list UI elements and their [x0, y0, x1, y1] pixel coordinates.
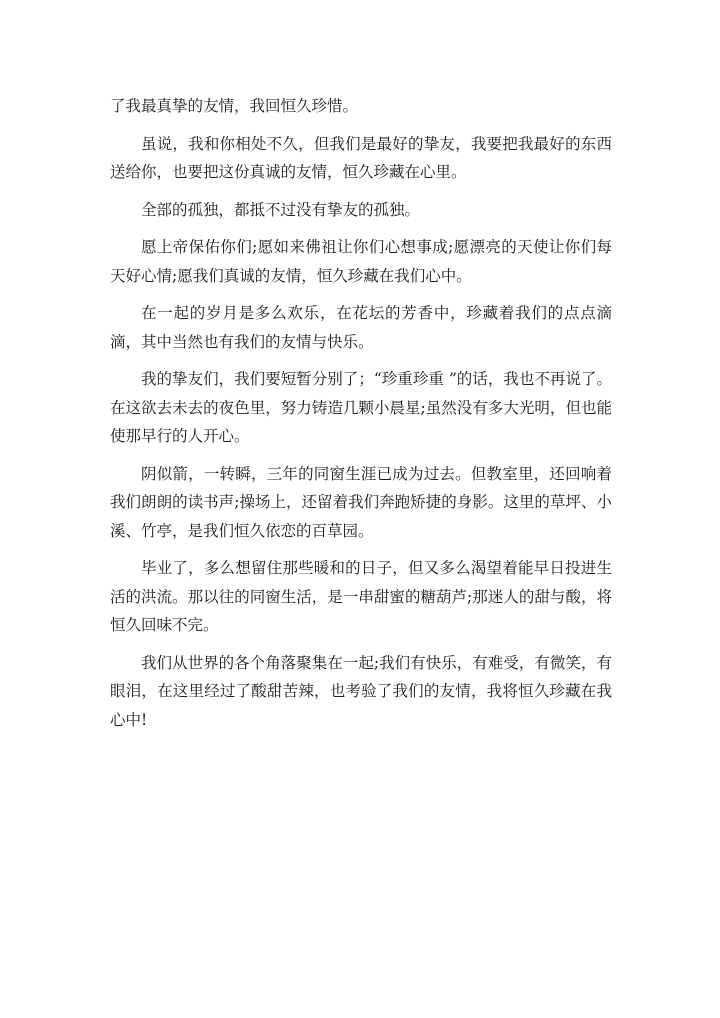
paragraph-2: 虽说，我和你相处不久，但我们是最好的挚友，我要把我最好的东西送给你，也要把这份真诚的友情，恒久珍藏在心里。	[110, 134, 612, 181]
paragraph-7: 阴似箭，一转瞬，三年的同窗生涯已成为过去。但教室里，还回响着我们朗朗的读书声;操场上，还留着我们奔跑矫捷的身影。这里的草坪、小溪、竹亭，是我们恒久依恋的百草园。	[110, 464, 612, 540]
paragraph-6: 我的挚友们，我们要短暂分别了；“珍重珍重 ”的话，我也不再说了。在这欲去未去的夜色里，努力铸造几颗小晨星;虽然没有多大光明，但也能使那早行的人开心。	[110, 370, 612, 445]
paragraph-5: 在一起的岁月是多么欢乐，在花坛的芳香中，珍藏着我们的点点滴滴，其中当然也有我们的友情与快乐。	[110, 304, 612, 351]
paragraph-3: 全部的孤独，都抵不过没有挚友的孤独。	[141, 200, 421, 219]
document-body	[110, 92, 612, 743]
paragraph-9: 我们从世界的各个角落聚集在一起;我们有快乐，有难受，有微笑，有眼泪，在这里经过了酸甜苦辣，也考验了我们的友情，我将恒久珍藏在我心中!	[110, 653, 612, 729]
paragraph-4: 愿上帝保佑你们;愿如来佛祖让你们心想事成;愿漂亮的天使让你们每天好心情;愿我们真诚的友情，恒久珍藏在我们心中。	[110, 238, 612, 285]
paragraph-8: 毕业了，多么想留住那些暖和的日子，但又多么渴望着能早日投进生活的洪流。那以往的同窗生活，是一串甜蜜的糖葫芦;那迷人的甜与酸，将恒久回味不完。	[110, 559, 612, 634]
paragraph-1: 了我最真挚的友情，我回恒久珍惜。	[110, 97, 359, 115]
